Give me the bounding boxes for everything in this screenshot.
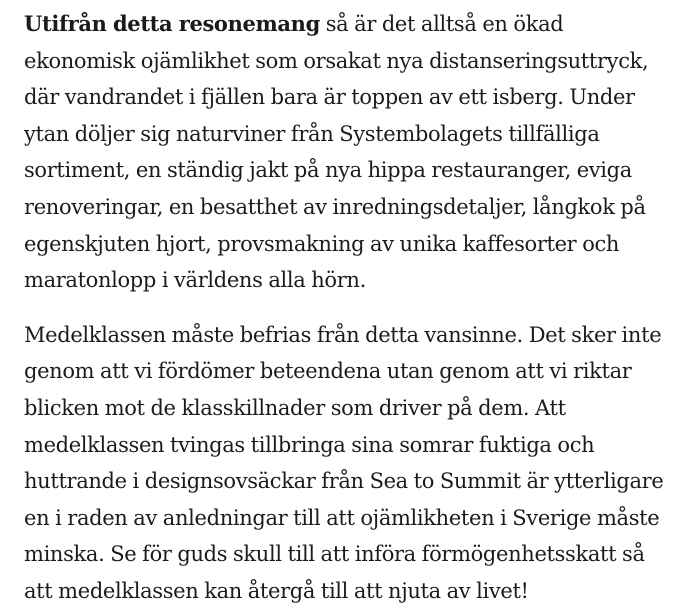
paragraph-text: så är det alltså en ökad ekonomisk ojämlikhet som orsakat nya distanseringsuttryck, där vandrandet i fjällen bara är toppen av ett isberg. Under ytan döljer sig naturviner från Systembolagets tillfälliga sortiment, en ständig jakt på nya hippa restauranger, eviga renoveringar, en besatthet av inredningsdetaljer, långkok på egenskjuten hjort, provsmakning av unika kaffesorter och maratonlopp i världens alla hörn. bbox=[24, 12, 649, 293]
paragraph-text: Medelklassen måste befrias från detta vansinne. Det sker inte genom att vi fördömer beteendena utan genom att vi riktar blicken mot de klasskillnader som driver på dem. Att medelklassen tvingas tillbringa sina somrar fuktiga och huttrande i designsovsäckar från Sea to Summit är ytterligare en i raden av anledningar till att ojämlikheten i Sverige måste minska. Se för guds skull till att införa förmögenhetsskatt så att medelklassen kan återgå till att njuta av livet! bbox=[24, 322, 664, 603]
paragraph-lead: Utifrån detta resonemang bbox=[24, 11, 320, 36]
paragraph-2 bbox=[24, 317, 678, 610]
paragraph-1 bbox=[24, 6, 678, 299]
